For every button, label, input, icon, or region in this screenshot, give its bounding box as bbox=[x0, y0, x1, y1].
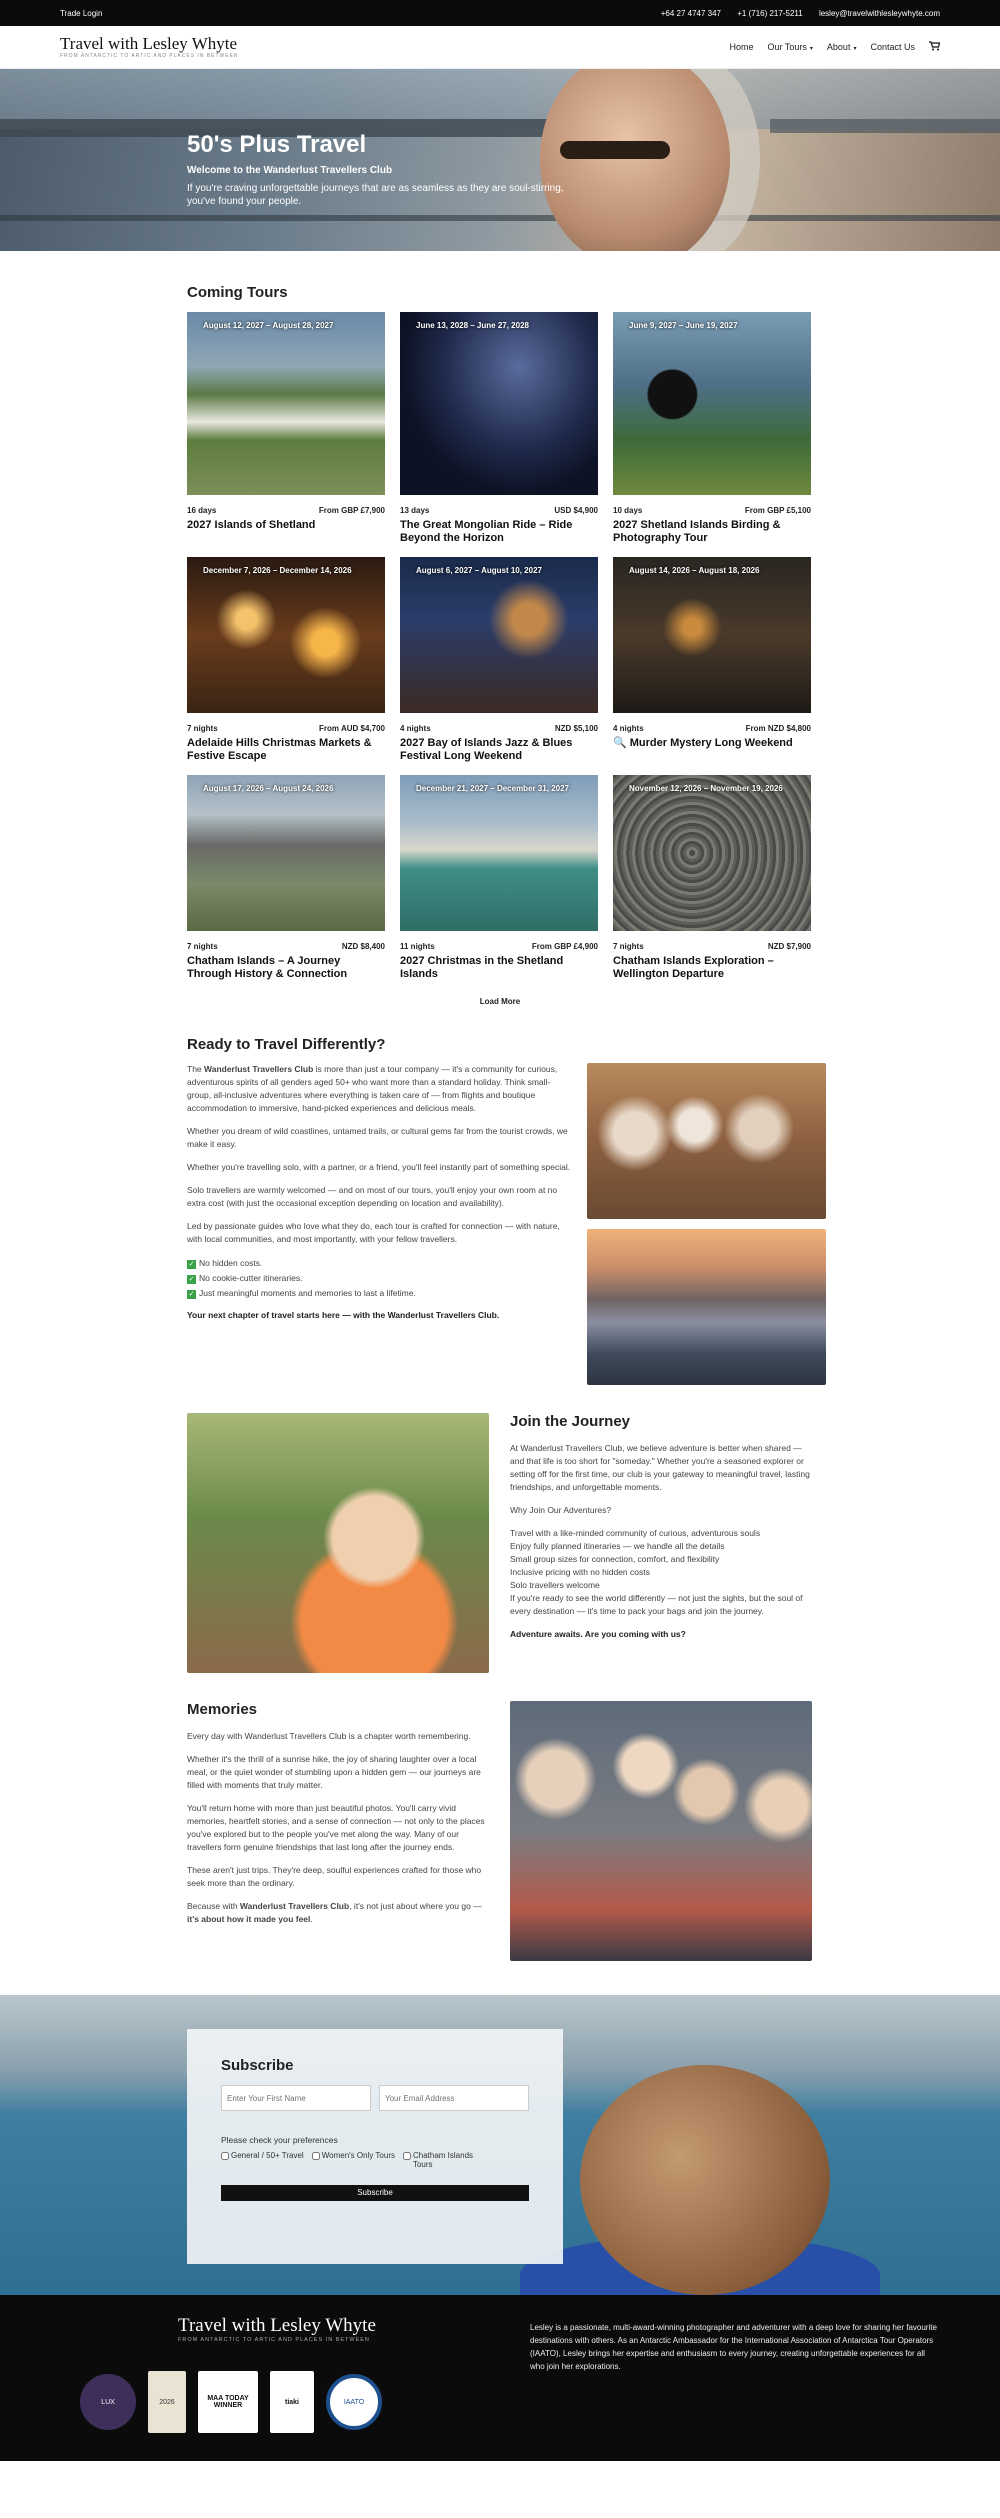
tour-price: NZD $8,400 bbox=[341, 942, 385, 951]
footer-brand[interactable] bbox=[178, 2315, 376, 2343]
memories-section bbox=[187, 1701, 813, 1961]
nav-our-tours[interactable] bbox=[768, 42, 813, 52]
subscribe-title: Subscribe bbox=[221, 2057, 294, 2074]
nav-our-tours-label: Our Tours bbox=[767, 42, 807, 52]
tour-duration: 13 days bbox=[400, 506, 430, 515]
ready-paragraph: Whether you dream of wild coastlines, untamed trails, or cultural gems far from the tourist crowds, we make it easy. bbox=[187, 1126, 568, 1149]
footer-about: Lesley is a passionate, multi-award-winning photographer and adventurer with a deep love for sharing her favourite destinations with others. As an Antarctic Ambassador for the International Association of Antarctica Tour Operators (IAATO), Lesley brings her expertise and enthusiasm to every journey, creating unforgettable experiences for all who join her explorations. bbox=[530, 2323, 937, 2371]
ready-section bbox=[187, 1063, 813, 1385]
subscribe-section bbox=[0, 1995, 1000, 2295]
join-why: Why Join Our Adventures? bbox=[510, 1505, 612, 1515]
ready-title: Ready to Travel Differently? bbox=[187, 1036, 386, 1053]
tours-grid bbox=[187, 312, 813, 993]
ready-closing: Your next chapter of travel starts here — with the Wanderlust Travellers Club. bbox=[187, 1310, 500, 1320]
prefs-label: Please check your preferences bbox=[221, 2135, 338, 2145]
nav-home[interactable]: Home bbox=[729, 42, 754, 52]
tour-duration: 7 nights bbox=[187, 942, 218, 951]
tour-title[interactable]: The Great Mongolian Ride – Ride Beyond the Horizon bbox=[400, 519, 573, 544]
tour-price: From GBP £7,900 bbox=[318, 506, 385, 515]
tour-title[interactable]: 2027 Bay of Islands Jazz & Blues Festival Long Weekend bbox=[400, 737, 573, 762]
tour-meta bbox=[613, 724, 811, 733]
pref-label: General / 50+ Travel bbox=[231, 2151, 304, 2160]
tour-image[interactable] bbox=[613, 312, 811, 495]
tour-title[interactable]: 2027 Shetland Islands Birding & Photography Tour bbox=[613, 519, 781, 544]
tour-image[interactable] bbox=[187, 557, 385, 713]
load-more-button[interactable]: Load More bbox=[479, 997, 521, 1006]
check-label: No hidden costs. bbox=[199, 1258, 263, 1268]
hero-text: If you're craving unforgettable journeys that are as seamless as they are soul-stirring, you've found your people. bbox=[187, 183, 564, 207]
pref-general[interactable] bbox=[221, 2151, 304, 2169]
tour-image[interactable] bbox=[400, 312, 598, 495]
cart-icon[interactable] bbox=[929, 41, 940, 53]
subscribe-inputs bbox=[221, 2085, 529, 2111]
tour-meta bbox=[613, 942, 811, 951]
tour-meta bbox=[187, 506, 385, 515]
memories-paragraph: These aren't just trips. They're deep, soulful experiences crafted for those who seek more than the ordinary. bbox=[187, 1865, 482, 1888]
group-dining-photo bbox=[587, 1063, 826, 1219]
lux-award-badge: LUX bbox=[80, 2374, 136, 2430]
tour-duration: 10 days bbox=[613, 506, 643, 515]
memories-paragraph: You'll return home with more than just beautiful photos. You'll carry vivid memories, heartfelt stories, and a sense of connection — not only to the places you've explored but to the people you've met along the way. Many of our travellers form genuine friendships that last long after the journey ends. bbox=[187, 1803, 485, 1852]
fjord-group-photo bbox=[587, 1229, 826, 1385]
tour-duration: 16 days bbox=[187, 506, 217, 515]
tour-title[interactable]: 2027 Christmas in the Shetland Islands bbox=[400, 955, 564, 980]
check-item bbox=[187, 1256, 572, 1271]
tour-image[interactable] bbox=[613, 775, 811, 931]
tour-dates: June 9, 2027 – June 19, 2027 bbox=[629, 321, 738, 330]
tour-dates: December 21, 2027 – December 31, 2027 bbox=[416, 784, 569, 793]
site-footer bbox=[0, 2295, 1000, 2461]
phone-nz-link[interactable]: +64 27 4747 347 bbox=[660, 8, 721, 18]
tour-price: From GBP £5,100 bbox=[744, 506, 811, 515]
tours-title: Coming Tours bbox=[187, 284, 288, 301]
nav-contact-us[interactable]: Contact Us bbox=[870, 42, 915, 52]
ready-paragraph: Led by passionate guides who love what they do, each tour is crafted for connection — with nature, with local communities, and most importantly, with your fellow travellers. bbox=[187, 1221, 560, 1244]
award-2026-badge: 2026 bbox=[148, 2371, 186, 2433]
tour-meta bbox=[400, 506, 598, 515]
tour-dates: December 7, 2026 – December 14, 2026 bbox=[203, 566, 352, 575]
ready-text bbox=[187, 1063, 572, 1385]
tour-card[interactable] bbox=[187, 557, 385, 763]
tour-duration: 4 nights bbox=[613, 724, 644, 733]
memories-title: Memories bbox=[187, 1701, 258, 1718]
memories-paragraph: Every day with Wanderlust Travellers Club is a chapter worth remembering. bbox=[187, 1731, 471, 1741]
main-nav bbox=[730, 41, 940, 53]
subscribe-panel bbox=[187, 2029, 563, 2264]
check-label: No cookie-cutter itineraries. bbox=[199, 1273, 303, 1283]
check-item bbox=[187, 1286, 572, 1301]
join-list-item: If you're ready to see the world differently — not just the sights, but the soul of every destination — it's time to pack your bags and join the journey. bbox=[510, 1593, 803, 1616]
hero-welcome: Welcome to the Wanderlust Travellers Club bbox=[187, 165, 393, 176]
top-bar bbox=[0, 0, 1000, 26]
top-contacts bbox=[647, 9, 940, 18]
tour-dates: August 12, 2027 – August 28, 2027 bbox=[203, 321, 334, 330]
text-span: , it's not just about where you go — bbox=[349, 1901, 482, 1911]
text-span: The bbox=[187, 1064, 205, 1074]
phone-us-link[interactable]: +1 (716) 217-5211 bbox=[737, 8, 803, 18]
subscribe-hat-photo bbox=[580, 2065, 830, 2295]
check-label: Just meaningful moments and memories to last a lifetime. bbox=[199, 1288, 416, 1298]
ready-paragraph: Whether you're travelling solo, with a partner, or a friend, you'll feel instantly part of something special. bbox=[187, 1162, 571, 1172]
pref-womens[interactable] bbox=[312, 2151, 395, 2169]
tour-title[interactable]: Chatham Islands – A Journey Through History & Connection bbox=[187, 955, 348, 980]
tour-title[interactable]: Chatham Islands Exploration – Wellington Departure bbox=[613, 955, 774, 980]
tour-dates: August 14, 2026 – August 18, 2026 bbox=[629, 566, 760, 575]
prefs-group bbox=[221, 2151, 529, 2169]
hero-bridge-right bbox=[770, 119, 1000, 133]
join-list-item: Inclusive pricing with no hidden costs bbox=[510, 1567, 650, 1577]
chevron-down-icon: ▾ bbox=[853, 46, 857, 52]
tour-card[interactable] bbox=[613, 312, 811, 545]
tour-price: From GBP £4,900 bbox=[531, 942, 598, 951]
tour-image[interactable] bbox=[187, 775, 385, 931]
join-list bbox=[510, 1527, 812, 1618]
club-name: Wanderlust Travellers Club bbox=[239, 1901, 350, 1911]
email-link[interactable]: lesley@travelwithlesleywhyte.com bbox=[818, 8, 940, 18]
footer-brand-tagline: FROM ANTARCTIC TO ARTIC AND PLACES IN BETWEEN bbox=[178, 2337, 370, 2343]
email-input[interactable] bbox=[379, 2085, 529, 2111]
footer-brand-name: Travel with Lesley Whyte bbox=[178, 2315, 376, 2336]
brand-name: Travel with Lesley Whyte bbox=[60, 34, 238, 53]
tour-price: USD $4,900 bbox=[554, 506, 598, 515]
pref-chatham-checkbox[interactable] bbox=[403, 2152, 411, 2160]
nav-about[interactable] bbox=[827, 42, 857, 52]
smiling-woman-photo bbox=[187, 1413, 489, 1673]
tour-meta bbox=[187, 942, 385, 951]
tour-title[interactable]: 🔍 Murder Mystery Long Weekend bbox=[613, 737, 793, 749]
tiaki-badge: tiaki bbox=[270, 2371, 314, 2433]
tour-card[interactable] bbox=[187, 312, 385, 545]
emphasis-text: it's about how it made you feel bbox=[187, 1914, 311, 1924]
join-list-item: Enjoy fully planned itineraries — we handle all the details bbox=[510, 1541, 725, 1551]
hero-rail bbox=[0, 215, 1000, 221]
nav-about-label: About bbox=[826, 42, 851, 52]
tour-card[interactable] bbox=[400, 312, 598, 545]
memories-paragraph bbox=[187, 1900, 489, 1926]
join-section bbox=[187, 1413, 813, 1673]
tour-duration: 4 nights bbox=[400, 724, 431, 733]
tour-card[interactable] bbox=[187, 775, 385, 981]
memories-paragraph: Whether it's the thrill of a sunrise hike, the joy of sharing laughter over a local meal, or the quiet wonder of stumbling upon a hidden gem — our journeys are filled with moments that truly matter. bbox=[187, 1754, 481, 1790]
tour-title[interactable]: Adelaide Hills Christmas Markets & Festive Escape bbox=[187, 737, 372, 762]
hero-content bbox=[187, 131, 572, 208]
check-item bbox=[187, 1271, 572, 1286]
ready-paragraph bbox=[187, 1063, 572, 1115]
text-span: Because with bbox=[187, 1901, 240, 1911]
chevron-down-icon: ▾ bbox=[809, 46, 813, 52]
tour-image[interactable] bbox=[613, 557, 811, 713]
tour-card[interactable] bbox=[613, 557, 811, 763]
tour-dates: August 17, 2026 – August 24, 2026 bbox=[203, 784, 334, 793]
ready-paragraph: Solo travellers are warmly welcomed — and on most of our tours, you'll enjoy your own room at no extra cost (with just the occasional exception depending on location and availability). bbox=[187, 1185, 558, 1208]
check-icon: ✓ bbox=[188, 1261, 195, 1268]
tour-meta bbox=[187, 724, 385, 733]
ready-images bbox=[587, 1063, 826, 1385]
hero-sunglasses bbox=[560, 141, 670, 159]
tour-duration: 11 nights bbox=[400, 942, 435, 951]
tours-section bbox=[0, 251, 1000, 1961]
site-header bbox=[0, 26, 1000, 69]
tour-card[interactable] bbox=[400, 557, 598, 763]
join-list-item: Travel with a like-minded community of curious, adventurous souls bbox=[510, 1528, 761, 1538]
tour-meta bbox=[400, 724, 598, 733]
pref-general-checkbox[interactable] bbox=[221, 2152, 229, 2160]
subscribe-button[interactable]: Subscribe bbox=[221, 2185, 529, 2201]
club-name: Wanderlust Travellers Club bbox=[204, 1064, 314, 1074]
brand-logo[interactable] bbox=[60, 35, 239, 59]
memories-text bbox=[187, 1701, 489, 1961]
tour-image[interactable] bbox=[187, 312, 385, 495]
tour-card[interactable] bbox=[613, 775, 811, 981]
tour-price: From NZD $4,800 bbox=[745, 724, 811, 733]
join-list-item: Solo travellers welcome bbox=[510, 1580, 600, 1590]
pref-womens-checkbox[interactable] bbox=[312, 2152, 320, 2160]
maa-today-badge: MAA TODAY WINNER bbox=[198, 2371, 258, 2433]
tour-title[interactable]: 2027 Islands of Shetland bbox=[187, 519, 316, 531]
tour-price: From AUD $4,700 bbox=[319, 724, 385, 733]
tour-meta bbox=[400, 942, 598, 951]
check-icon: ✓ bbox=[188, 1276, 195, 1283]
iaato-badge: IAATO bbox=[326, 2374, 382, 2430]
join-list-item: Small group sizes for connection, comfort, and flexibility bbox=[510, 1554, 720, 1564]
join-text bbox=[510, 1413, 812, 1673]
award-badges bbox=[80, 2371, 382, 2433]
tour-dates: August 6, 2027 – August 10, 2027 bbox=[416, 566, 542, 575]
hero-banner bbox=[0, 69, 1000, 251]
tour-card[interactable] bbox=[400, 775, 598, 981]
tour-price: NZD $5,100 bbox=[554, 724, 598, 733]
trade-login-link[interactable]: Trade Login bbox=[60, 8, 103, 18]
tour-image[interactable] bbox=[400, 775, 598, 931]
tour-duration: 7 nights bbox=[613, 942, 644, 951]
tour-dates: June 13, 2028 – June 27, 2028 bbox=[416, 321, 529, 330]
tour-price: NZD $7,900 bbox=[767, 942, 811, 951]
join-title: Join the Journey bbox=[510, 1413, 631, 1430]
hero-title: 50's Plus Travel bbox=[187, 131, 367, 158]
join-closing: Adventure awaits. Are you coming with us? bbox=[510, 1629, 686, 1639]
tour-meta bbox=[613, 506, 811, 515]
tour-dates: November 12, 2026 – November 19, 2026 bbox=[629, 784, 783, 793]
friends-laughing-photo bbox=[510, 1701, 812, 1961]
pref-label: Chatham Islands Tours bbox=[412, 2151, 474, 2169]
tour-image[interactable] bbox=[400, 557, 598, 713]
pref-chatham[interactable] bbox=[403, 2151, 483, 2169]
check-icon: ✓ bbox=[188, 1291, 195, 1298]
first-name-input[interactable] bbox=[221, 2085, 371, 2111]
text-span: . bbox=[310, 1914, 313, 1924]
text-span: is more than just a tour company — it's a community for curious, adventurous spirits of all genders aged 50+ who want more than a standard holiday. Think small-group, all-inclusive adventures where everything is taken care of — from flights and boutique accommodation to immersive, hand-picked experiences and delicious meals. bbox=[187, 1064, 558, 1113]
brand-tagline: FROM ANTARCTIC TO ARTIC AND PLACES IN BETWEEN bbox=[60, 53, 239, 59]
join-paragraph: At Wanderlust Travellers Club, we believe adventure is better when shared — and that life is too short for "someday." Whether you're a seasoned explorer or setting off for the first time, our club is your gateway to meaningful travel, lasting friendships, and unforgettable moments. bbox=[510, 1443, 810, 1492]
tour-duration: 7 nights bbox=[187, 724, 218, 733]
pref-label: Women's Only Tours bbox=[321, 2151, 395, 2160]
